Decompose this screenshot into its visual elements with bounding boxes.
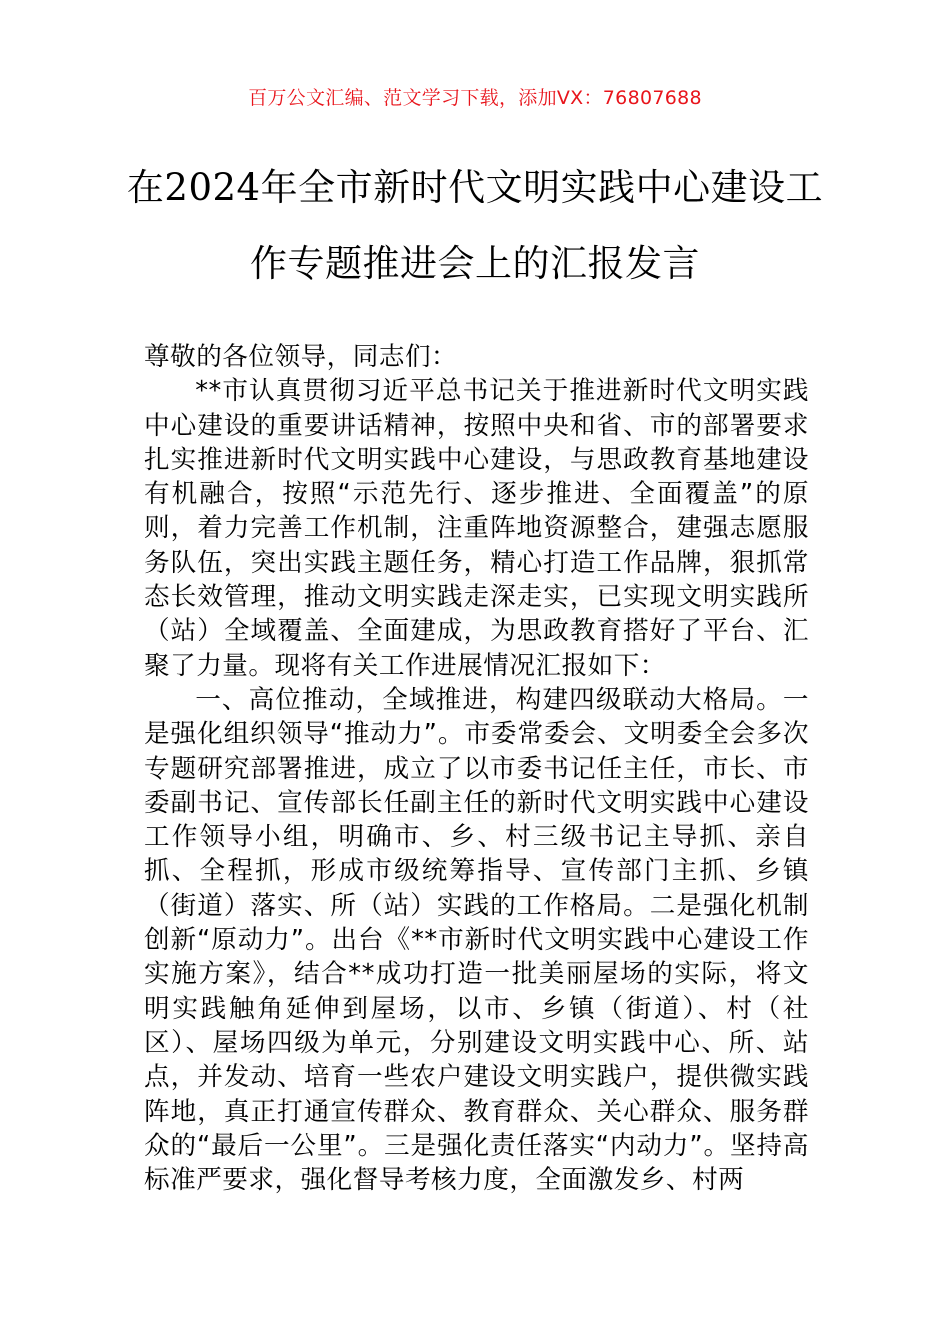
title-line-2: 作专题推进会上的汇报发言 — [250, 242, 700, 285]
title-line-1: 在2024年全市新时代文明实践中心建设工 — [126, 166, 824, 209]
paragraph-intro: **市认真贯彻习近平总书记关于推进新时代文明实践中心建设的重要讲话精神，按照中央和省、市的部署要求扎实推进新时代文明实践中心建设，与思政教育基地建设有机融合，按照“示范先行、逐步推进、全面覆盖”的原则，着力完善工作机制，注重阵地资源整合，建强志愿服务队伍，突出实践主题任务，精心打造工作品牌，狠抓常态长效管理，推动文明实践走深走实，已实现文明实践所（站）全域覆盖、全面建成，为思政教育搭好了平台、汇聚了力量。现将有关工作进展情况汇报如下： — [144, 376, 809, 681]
salutation: 尊敬的各位领导，同志们： — [144, 342, 458, 372]
document-body — [144, 340, 809, 1197]
header-note: 百万公文汇编、范文学习下载，添加VX：76807688 — [248, 87, 702, 109]
page-title — [120, 150, 830, 302]
paragraph-section-one: 一、高位推动，全域推进，构建四级联动大格局。一是强化组织领导“推动力”。市委常委会、文明委全会多次专题研究部署推进，成立了以市委书记任主任，市长、市委副书记、宣传部长任副主任的新时代文明实践中心建设工作领导小组，明确市、乡、村三级书记主导抓、亲自抓、全程抓，形成市级统筹指导、宣传部门主抓、乡镇（街道）落实、所（站）实践的工作格局。二是强化机制创新“原动力”。出台《**市新时代文明实践中心建设工作实施方案》，结合**成功打造一批美丽屋场的实际，将文明实践触角延伸到屋场，以市、乡镇（街道）、村（社区）、屋场四级为单元，分别建设文明实践中心、所、站点，并发动、培育一些农户建设文明实践户，提供微实践阵地，真正打通宣传群众、教育群众、关心群众、服务群众的“最后一公里”。三是强化责任落实“内动力”。坚持高标准严要求，强化督导考核力度，全面激发乡、村两 — [144, 684, 809, 1196]
